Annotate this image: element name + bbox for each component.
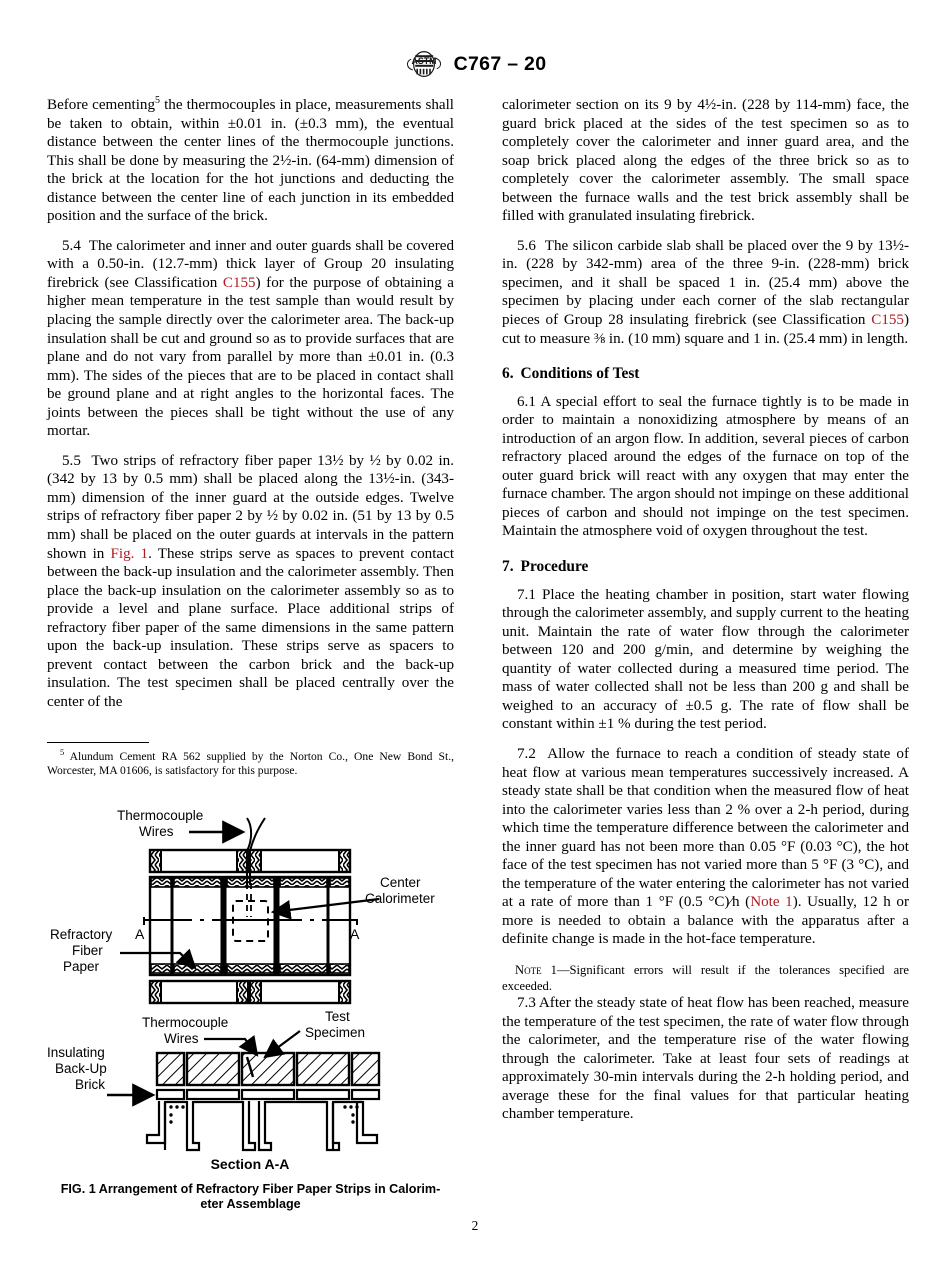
label-insulating-backup-brick-line1: Insulating: [47, 1044, 105, 1060]
section-heading-6: [502, 365, 909, 384]
paragraph-7-3: 7.3 After the steady state of heat flow has been reached, measure the temperature of the test specimen, the rate of water flow through the calorimeter, and the temperature rise of the water flowing through the calorimeter. Take at least four sets of readings at approximately 30-min intervals during the 2-h holding period, and average these for the final values for that particular heating chamber temperature.: [502, 995, 909, 1123]
label-test-specimen-line2: Specimen: [305, 1024, 366, 1040]
section-cut-line: [135, 917, 360, 942]
label-center-calorimeter-line2: Calorimeter: [365, 890, 435, 906]
paragraph-5-5: 5.5 Two strips of refractory fiber paper 13½ by ½ by 0.02 in. (342 by 13 by 0.5 mm) shall be placed along the 13½-in. (343-mm) dimension of the inner guard at the outside edges. Twelve strips of refractory fiber paper 2 by ½ by 0.02 in. (51 by 13 by 0.5 mm) shall be placed on the outer guards at intervals in the pattern shown in Fig. 1. These strips serve as spaces to prevent contact between the back-up insulation and the calorimeter assembly. Then place the back-up insulation on the calorimeter assembly so as to provide a level and plane surface. Place additional strips of refractory fiber paper of the same dimensions in the same pattern upon the back-up insulation. These strips serve as spacers to prevent contact between the carbon brick and the back-up insulation. The test specimen shall be placed centrally over the center of the: [47, 452, 455, 710]
astm-logo-icon: [404, 48, 444, 80]
footnote-marker-5: 5: [155, 94, 161, 106]
test-specimen-brick-row: [157, 1053, 379, 1085]
insulating-backup-brick-row: [157, 1090, 379, 1099]
figure-caption-line1: FIG. 1 Arrangement of Refractory Fiber Paper Strips in Calorim-: [60, 1181, 441, 1196]
paragraph-6-1: 6.1 A special effort to seal the furnace tightly is to be made in order to maintain a nonoxidizing atmosphere by means of an introduction of an argon flow. In addition, several pieces of carbon refractory placed around the edges of the furnace on top of the outer guard brick will react with any oxygen that may enter the furnace chamber. The argon should not impinge on these additional pieces of carbon and should not impinge on the test specimen. Maintain the atmosphere void of oxygen throughout the test.: [502, 393, 909, 540]
paragraph-7-1: 7.1 Place the heating chamber in position, start water flowing through the calorimeter assembly, and supply current to the heating unit. Maintain the rate of water flow through the calorimeter between 120 and 200 g/min, and determine by weighing the quantity of water collected during a measured time period. The mass of water collected shall not be less than 200 g and shall be weighed to an accuracy of ±0.5 g. The rate of flow shall be constant within ±1 % during the test period.: [502, 586, 909, 733]
two-column-body: [47, 96, 909, 1213]
footnote-text: Alundum Cement RA 562 supplied by the Norton Co., One New Bond St., Worcester, MA 01606, is satisfactory for this purpose.: [47, 749, 454, 778]
paragraph-calorimeter-section: calorimeter section on its 9 by 4½-in. (228 by 114-mm) face, the guard brick placed at the sides of the test specimen so as to completely cover the calorimeter and inner guard area, and the soap brick placed along the edges of the three brick so as to completely cover the calorimeter assembly. The small space between the furnace walls and the test brick assembly shall be filled with granulated insulating firebrick.: [502, 97, 909, 225]
page-header: [0, 44, 950, 84]
label-insulating-backup-brick-line2: Back-Up: [55, 1060, 107, 1076]
paragraph-before-cementing: Before cementing$^5$ the thermocouples in place, measurements shall be taken to obtain, within ±0.01 in. (±0.3 mm), the eventual distance between the center lines of the thermocouple junctions. This shall be done by measuring the 2½-in. (64-mm) dimension of the brick at the location for the hot junctions and deducting the distance between the center line of each junction in its embedded position and the surface of the brick.: [47, 94, 454, 225]
label-thermocouple-wires-bottom-line2: Wires: [164, 1030, 199, 1046]
standard-designation: C767 – 20: [453, 52, 547, 75]
label-section-a-a: Section A-A: [210, 1155, 290, 1172]
footnote-5: [47, 747, 454, 779]
footnote-block: [47, 742, 454, 779]
section-6-title: Conditions of Test: [520, 365, 640, 383]
section-7-title: Procedure: [520, 558, 589, 576]
label-thermocouple-wires-bottom-line1: Thermocouple: [142, 1014, 229, 1030]
left-column: [47, 96, 454, 1213]
label-center-calorimeter-line1: Center: [380, 874, 421, 890]
calorimeter-plan-block: [150, 877, 350, 975]
label-section-marker-left: A: [135, 925, 145, 942]
paragraph-5-4: 5.4 The calorimeter and inner and outer guards shall be covered with a 0.50-in. (12.7-mm) thick layer of Group 20 insulating firebrick (see Classification C155) for the purpose of obtaining a higher mean temperature in the test sample than would result by placing the sample directly over the calorimeter area. The back-up insulation shall be cut and ground so as to provide surfaces that are plane and do not vary from parallel by more than ±0.01 in. (0.3 mm). The sides of the pieces that are to be placed in contact shall be ground plane and at right angles to the horizontal faces. The joints between the pieces shall be tight without the use of any mortar.: [47, 237, 454, 440]
calorimeter-support-structure: [147, 1101, 377, 1150]
upper-brick-row: [150, 850, 350, 872]
label-refractory-fiber-paper-line3: Paper: [63, 958, 100, 974]
figure-caption-line2: eter Assemblage: [200, 1197, 301, 1212]
note-number: 1: [550, 962, 557, 977]
page-number: 2: [471, 1218, 479, 1233]
figure-1-drawing: [47, 805, 454, 1175]
label-refractory-fiber-paper-line2: Fiber: [72, 942, 103, 958]
label-thermocouple-wires-top-line1: Thermocouple: [117, 807, 204, 823]
section-6-number: 6.: [502, 365, 514, 383]
svg-text:ASTM: ASTM: [411, 56, 437, 66]
paragraph-7-2: 7.2 Allow the furnace to reach a condition of steady state of heat flow at various mean temperatures successively increased. A steady state shall be that condition when the measured flow of heat into the calorimeter varies less than 2 % over a 2-h period, during which time the temperature difference between the calorimeter and the inner guard has not been more than 0.05 °F (0.03 °C), the hot face of the test specimen has not varied more than 5 °F (3 °C), and the temperature of the water entering the calorimeter has not varied at a rate of more than 1 °F (0.5 °C)⁄h (Note 1). Usually, 12 h or more is needed to obtain a balance with the apparatus after a definite change is made in the hot-face temperature.: [502, 745, 909, 948]
xref-note-1[interactable]: Note 1: [750, 894, 793, 911]
label-thermocouple-wires-top-line2: Wires: [139, 823, 174, 839]
paragraph-5-6: 5.6 The silicon carbide slab shall be placed over the 9 by 13½-in. (228 by 342-mm) area of the three 9-in. (228-mm) brick specimen, and it shall be spaced 1 in. (25.4 mm) above the specimen by placing under each corner of the slab rectangular pieces of Group 28 insulating firebrick (see Classification C155) cut to measure ⅜ in. (10 mm) square and 1 in. (25.4 mm) in length.: [502, 237, 909, 347]
note-label: Note: [515, 962, 542, 977]
note-1: [502, 963, 909, 994]
label-section-marker-right: A: [350, 925, 360, 942]
leader-center-calorimeter: [273, 899, 379, 912]
xref-c155[interactable]: C155: [222, 274, 256, 291]
xref-fig-1[interactable]: Fig. 1: [110, 545, 149, 562]
figure-caption: [47, 1182, 454, 1213]
xref-c155-right[interactable]: C155: [871, 312, 904, 329]
figure-1: [47, 805, 454, 1213]
note-text: —Significant errors will result if the tolerances specified are exceeded.: [502, 962, 909, 993]
footnote-number: 5: [60, 747, 65, 757]
right-column: [502, 96, 909, 1213]
label-refractory-fiber-paper-line1: Refractory: [50, 926, 113, 942]
footnote-rule: [47, 742, 149, 743]
section-heading-7: [502, 558, 909, 577]
section-7-number: 7.: [502, 558, 514, 576]
label-insulating-backup-brick-line3: Brick: [75, 1076, 105, 1092]
label-test-specimen-line1: Test: [325, 1008, 350, 1024]
lower-brick-row: [150, 981, 350, 1003]
